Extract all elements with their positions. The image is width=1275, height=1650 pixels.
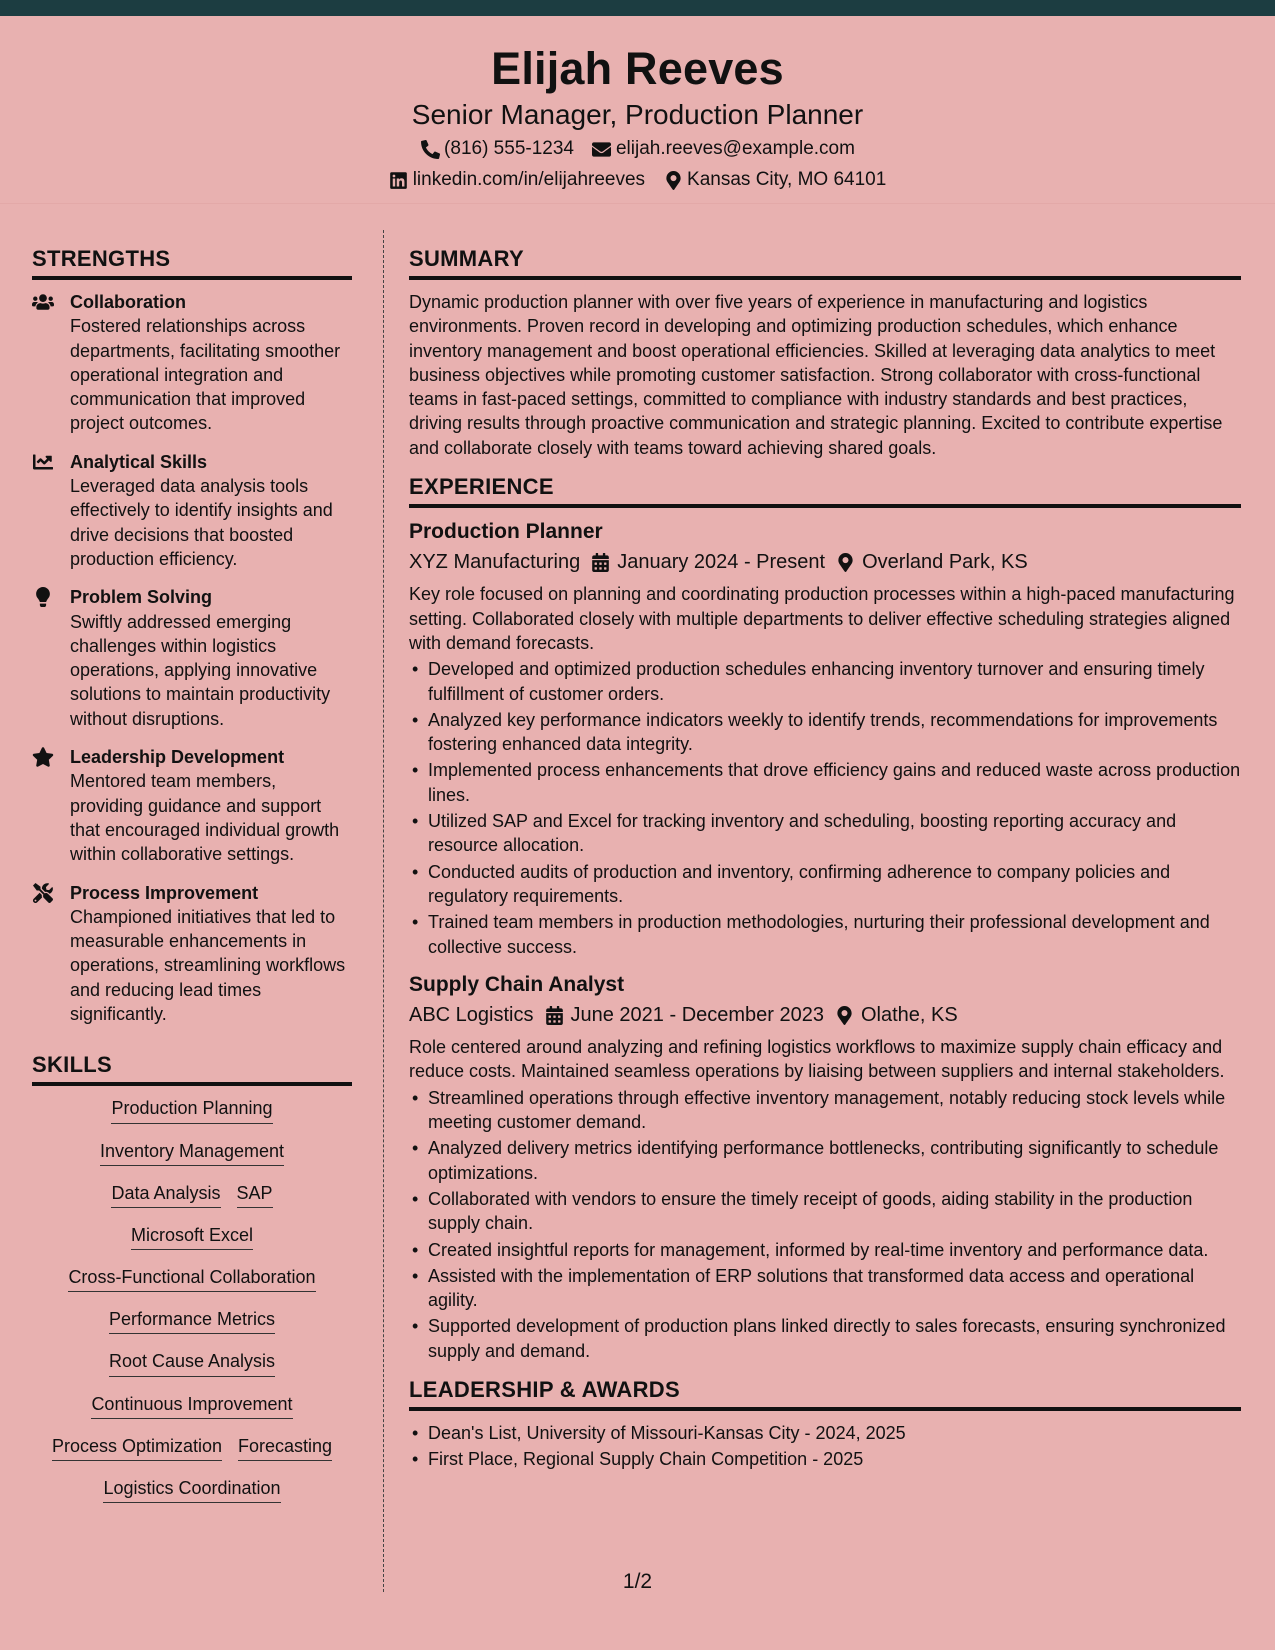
list-item: • Collaborated with vendors to ensure the timely receipt of goods, aiding stability in the production supply chain.: [409, 1187, 1241, 1236]
users-icon: [32, 290, 70, 436]
skill-tag: Continuous Improvement: [91, 1392, 292, 1419]
job-entry: [409, 518, 1241, 959]
column-divider: [383, 230, 384, 1592]
envelope-icon: [592, 139, 612, 159]
candidate-name: Elijah Reeves: [491, 43, 784, 94]
list-item: • Analyzed delivery metrics identifying performance bottlenecks, contributing significantly to schedule optimizations.: [409, 1136, 1241, 1185]
tools-icon: [32, 881, 70, 1027]
job-meta: [409, 551, 1241, 574]
lightbulb-icon: [32, 585, 70, 731]
skill-row: [32, 1349, 352, 1376]
skill-tag: Inventory Management: [100, 1139, 284, 1166]
job-dates: [546, 1004, 825, 1027]
strength-item: [32, 745, 352, 866]
job-location-text: Overland Park, KS: [862, 551, 1028, 574]
list-item: • Utilized SAP and Excel for tracking inventory and scheduling, boosting reporting accuracy and resource allocation.: [409, 809, 1241, 858]
list-item: • Streamlined operations through effective inventory management, notably reducing stock levels while meeting customer demand.: [409, 1086, 1241, 1135]
resume-header: [0, 16, 1275, 204]
skill-tag: Production Planning: [111, 1096, 272, 1123]
phone-text: (816) 555-1234: [444, 138, 574, 160]
location-text: Kansas City, MO 64101: [687, 168, 887, 190]
experience-heading: EXPERIENCE: [409, 474, 1241, 508]
skill-row: [32, 1265, 352, 1292]
strength-desc: Mentored team members, providing guidance and support that encouraged individual growth within collaborative settings.: [70, 771, 340, 865]
strength-desc: Championed initiatives that led to measurable enhancements in operations, streamlining workflows and reducing lead times significantly.: [70, 906, 346, 1025]
skill-tag: Forecasting: [238, 1434, 332, 1461]
strength-title: Collaboration: [70, 292, 186, 312]
job-entry: [409, 971, 1241, 1363]
job-title: Production Planner: [409, 520, 603, 544]
skill-tag: Performance Metrics: [109, 1307, 275, 1334]
skill-tag: Microsoft Excel: [131, 1223, 253, 1250]
skill-row: [32, 1392, 352, 1419]
location-contact: [663, 168, 886, 193]
list-item: • Assisted with the implementation of ERP solutions that transformed data access and operational agility.: [409, 1264, 1241, 1313]
list-item: • Implemented process enhancements that drove efficiency gains and reduced waste across production lines.: [409, 758, 1241, 807]
summary-heading: SUMMARY: [409, 246, 1241, 280]
job-location-text: Olathe, KS: [861, 1004, 958, 1027]
list-item: • Dean's List, University of Missouri-Kansas City - 2024, 2025: [409, 1421, 1241, 1445]
skill-row: [32, 1096, 352, 1123]
left-column: [32, 246, 352, 1518]
strength-item: [32, 450, 352, 571]
skill-row: [32, 1476, 352, 1503]
job-dates-text: June 2021 - December 2023: [570, 1004, 824, 1027]
skill-tag: SAP: [237, 1181, 273, 1208]
strength-desc: Swiftly addressed emerging challenges within logistics operations, applying innovative solutions to maintain productivity without disruptions.: [70, 611, 331, 729]
page-number: 1/2: [622, 1570, 653, 1593]
list-item: • Analyzed key performance indicators weekly to identify trends, recommendations for improvements fostering enhanced data integrity.: [409, 708, 1241, 757]
job-description: Role centered around analyzing and refining logistics workflows to maximize supply chain efficacy and reduce costs. Maintained seamless operations by liaising between suppliers and internal stakeholders.: [409, 1037, 1225, 1082]
contact-row-1: [0, 137, 1275, 162]
strength-desc: Fostered relationships across departments, facilitating smoother operational integration and communication that improved project outcomes.: [70, 316, 341, 434]
job-title: Supply Chain Analyst: [409, 972, 625, 996]
skill-tag: Logistics Coordination: [103, 1476, 280, 1503]
skill-tag: Cross-Functional Collaboration: [68, 1265, 315, 1292]
skills-list: [32, 1096, 352, 1503]
skill-row: [32, 1139, 352, 1166]
strengths-heading: STRENGTHS: [32, 246, 352, 280]
top-color-bar: [0, 0, 1275, 16]
skill-tag: Process Optimization: [52, 1434, 222, 1461]
list-item: • Developed and optimized production schedules enhancing inventory turnover and ensuring timely fulfillment of customer orders.: [409, 657, 1241, 706]
skill-tag: Root Cause Analysis: [109, 1349, 275, 1376]
job-location: [837, 551, 1028, 574]
strength-item: [32, 881, 352, 1027]
skill-row: [32, 1223, 352, 1250]
list-item: • Trained team members in production methodologies, nurturing their professional development and collective success.: [409, 910, 1241, 959]
list-item: • Conducted audits of production and inventory, confirming adherence to company policies and regulatory requirements.: [409, 860, 1241, 909]
summary-text: Dynamic production planner with over five years of experience in manufacturing and logistics environments. Proven record in developing and optimizing production schedules, which enhance inventory management and boost operational efficiencies. Skilled at leveraging data analytics to meet business objectives while promoting customer satisfaction. Strong collaborator with cross-functional teams in fast-paced settings, committed to compliance with industry standards and best practices, driving results through proactive communication and strategic planning. Excited to contribute expertise and collaborate closely with teams toward achieving shared goals.: [409, 292, 1223, 458]
skills-heading: SKILLS: [32, 1052, 352, 1086]
map-marker-icon: [836, 1006, 853, 1025]
job-description: Key role focused on planning and coordinating production processes within a high-paced manufacturing setting. Collaborated closely with multiple departments to deliver effective scheduling strategies aligned with demand forecasts.: [409, 584, 1235, 653]
job-bullets: [409, 1086, 1241, 1363]
skill-tag: Data Analysis: [111, 1181, 220, 1208]
calendar-icon: [546, 1006, 563, 1025]
map-marker-icon: [837, 553, 854, 572]
candidate-title: Senior Manager, Production Planner: [411, 98, 864, 130]
skill-row: [32, 1434, 352, 1461]
strength-title: Process Improvement: [70, 882, 259, 903]
strength-item: [32, 290, 352, 436]
strength-title: Problem Solving: [70, 587, 213, 608]
strength-title: Analytical Skills: [70, 451, 208, 472]
strength-desc: Leveraged data analysis tools effectively to identify insights and drive decisions that boosted production efficiency.: [70, 476, 333, 569]
job-company: ABC Logistics: [409, 1004, 534, 1027]
chart-line-icon: [32, 450, 70, 571]
awards-list: [409, 1421, 1241, 1472]
email-text[interactable]: elijah.reeves@example.com: [615, 138, 855, 160]
job-company: XYZ Manufacturing: [409, 551, 581, 574]
linkedin-text[interactable]: linkedin.com/in/elijahreeves: [412, 168, 646, 190]
right-column: [409, 246, 1241, 1474]
job-dates-text: January 2024 - Present: [617, 551, 826, 574]
strength-item: [32, 585, 352, 731]
phone-icon: [420, 139, 440, 159]
list-item: • Supported development of production plans linked directly to sales forecasts, ensuring synchronized supply and demand.: [409, 1314, 1241, 1363]
job-location: [836, 1004, 958, 1027]
linkedin-icon: [389, 170, 409, 190]
email-contact[interactable]: [592, 137, 855, 162]
awards-heading: LEADERSHIP & AWARDS: [409, 1377, 1241, 1411]
list-item: • First Place, Regional Supply Chain Competition - 2025: [409, 1447, 1241, 1471]
contact-row-2: [0, 168, 1275, 193]
strength-title: Leadership Development: [70, 747, 285, 768]
skill-row: [32, 1181, 352, 1208]
list-item: • Created insightful reports for management, informed by real-time inventory and performance data.: [409, 1238, 1241, 1262]
star-icon: [32, 745, 70, 866]
phone-contact: [420, 137, 574, 162]
job-dates: [592, 551, 825, 574]
job-bullets: [409, 657, 1241, 959]
skill-row: [32, 1307, 352, 1334]
job-meta: [409, 1004, 1241, 1027]
linkedin-contact[interactable]: [389, 168, 645, 193]
map-marker-icon: [663, 170, 683, 190]
calendar-icon: [592, 553, 609, 572]
